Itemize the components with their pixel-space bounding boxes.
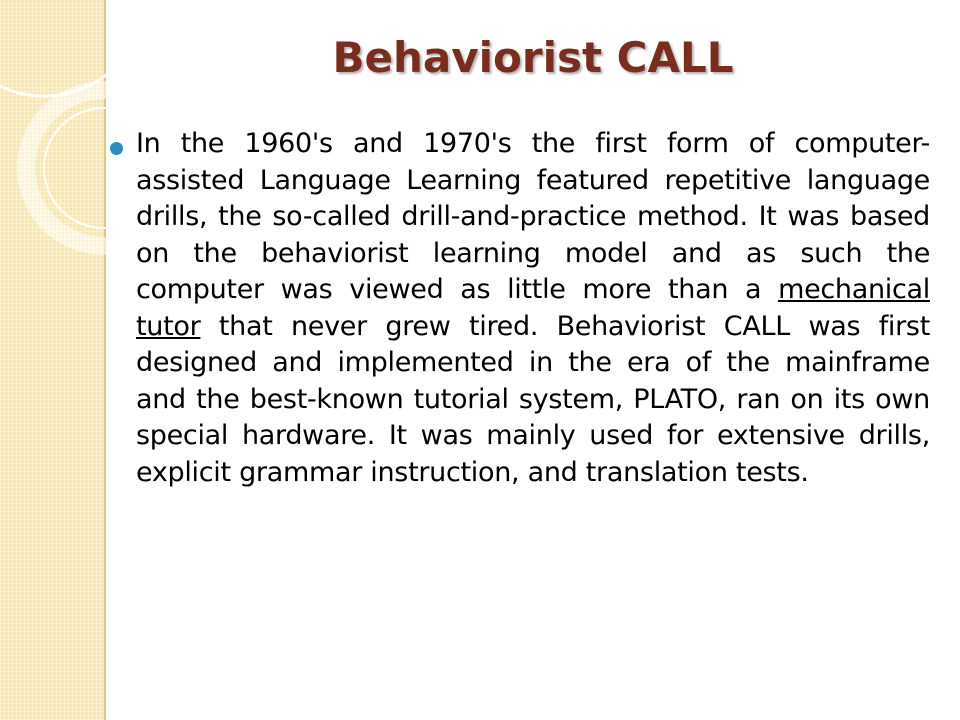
underlined-phrase: mechanical tutor [136, 274, 930, 342]
side-divider [104, 0, 106, 720]
slide-title: Behaviorist CALL [332, 33, 734, 82]
bullet-item [110, 126, 930, 491]
body-text-after: that never grew tired. Behaviorist CALL was first designed and implemented in the era of the mainframe and the best-known tutorial system, PLATO, ran on its own special hardware. It was mainly used for extensive drills, explicit grammar instruction, and translation tests. [136, 310, 930, 488]
body-paragraph [136, 126, 930, 491]
body-text-before: In the 1960's and 1970's the first form of computer-assisted Language Learning featured repetitive language drills, the so-called drill-and-practice method. It was based on the behaviorist learning model and as such the computer was viewed as little more than a [136, 128, 930, 305]
slide-content [110, 126, 930, 491]
decorative-side-band [0, 0, 104, 720]
bullet-dot-icon [110, 142, 123, 155]
